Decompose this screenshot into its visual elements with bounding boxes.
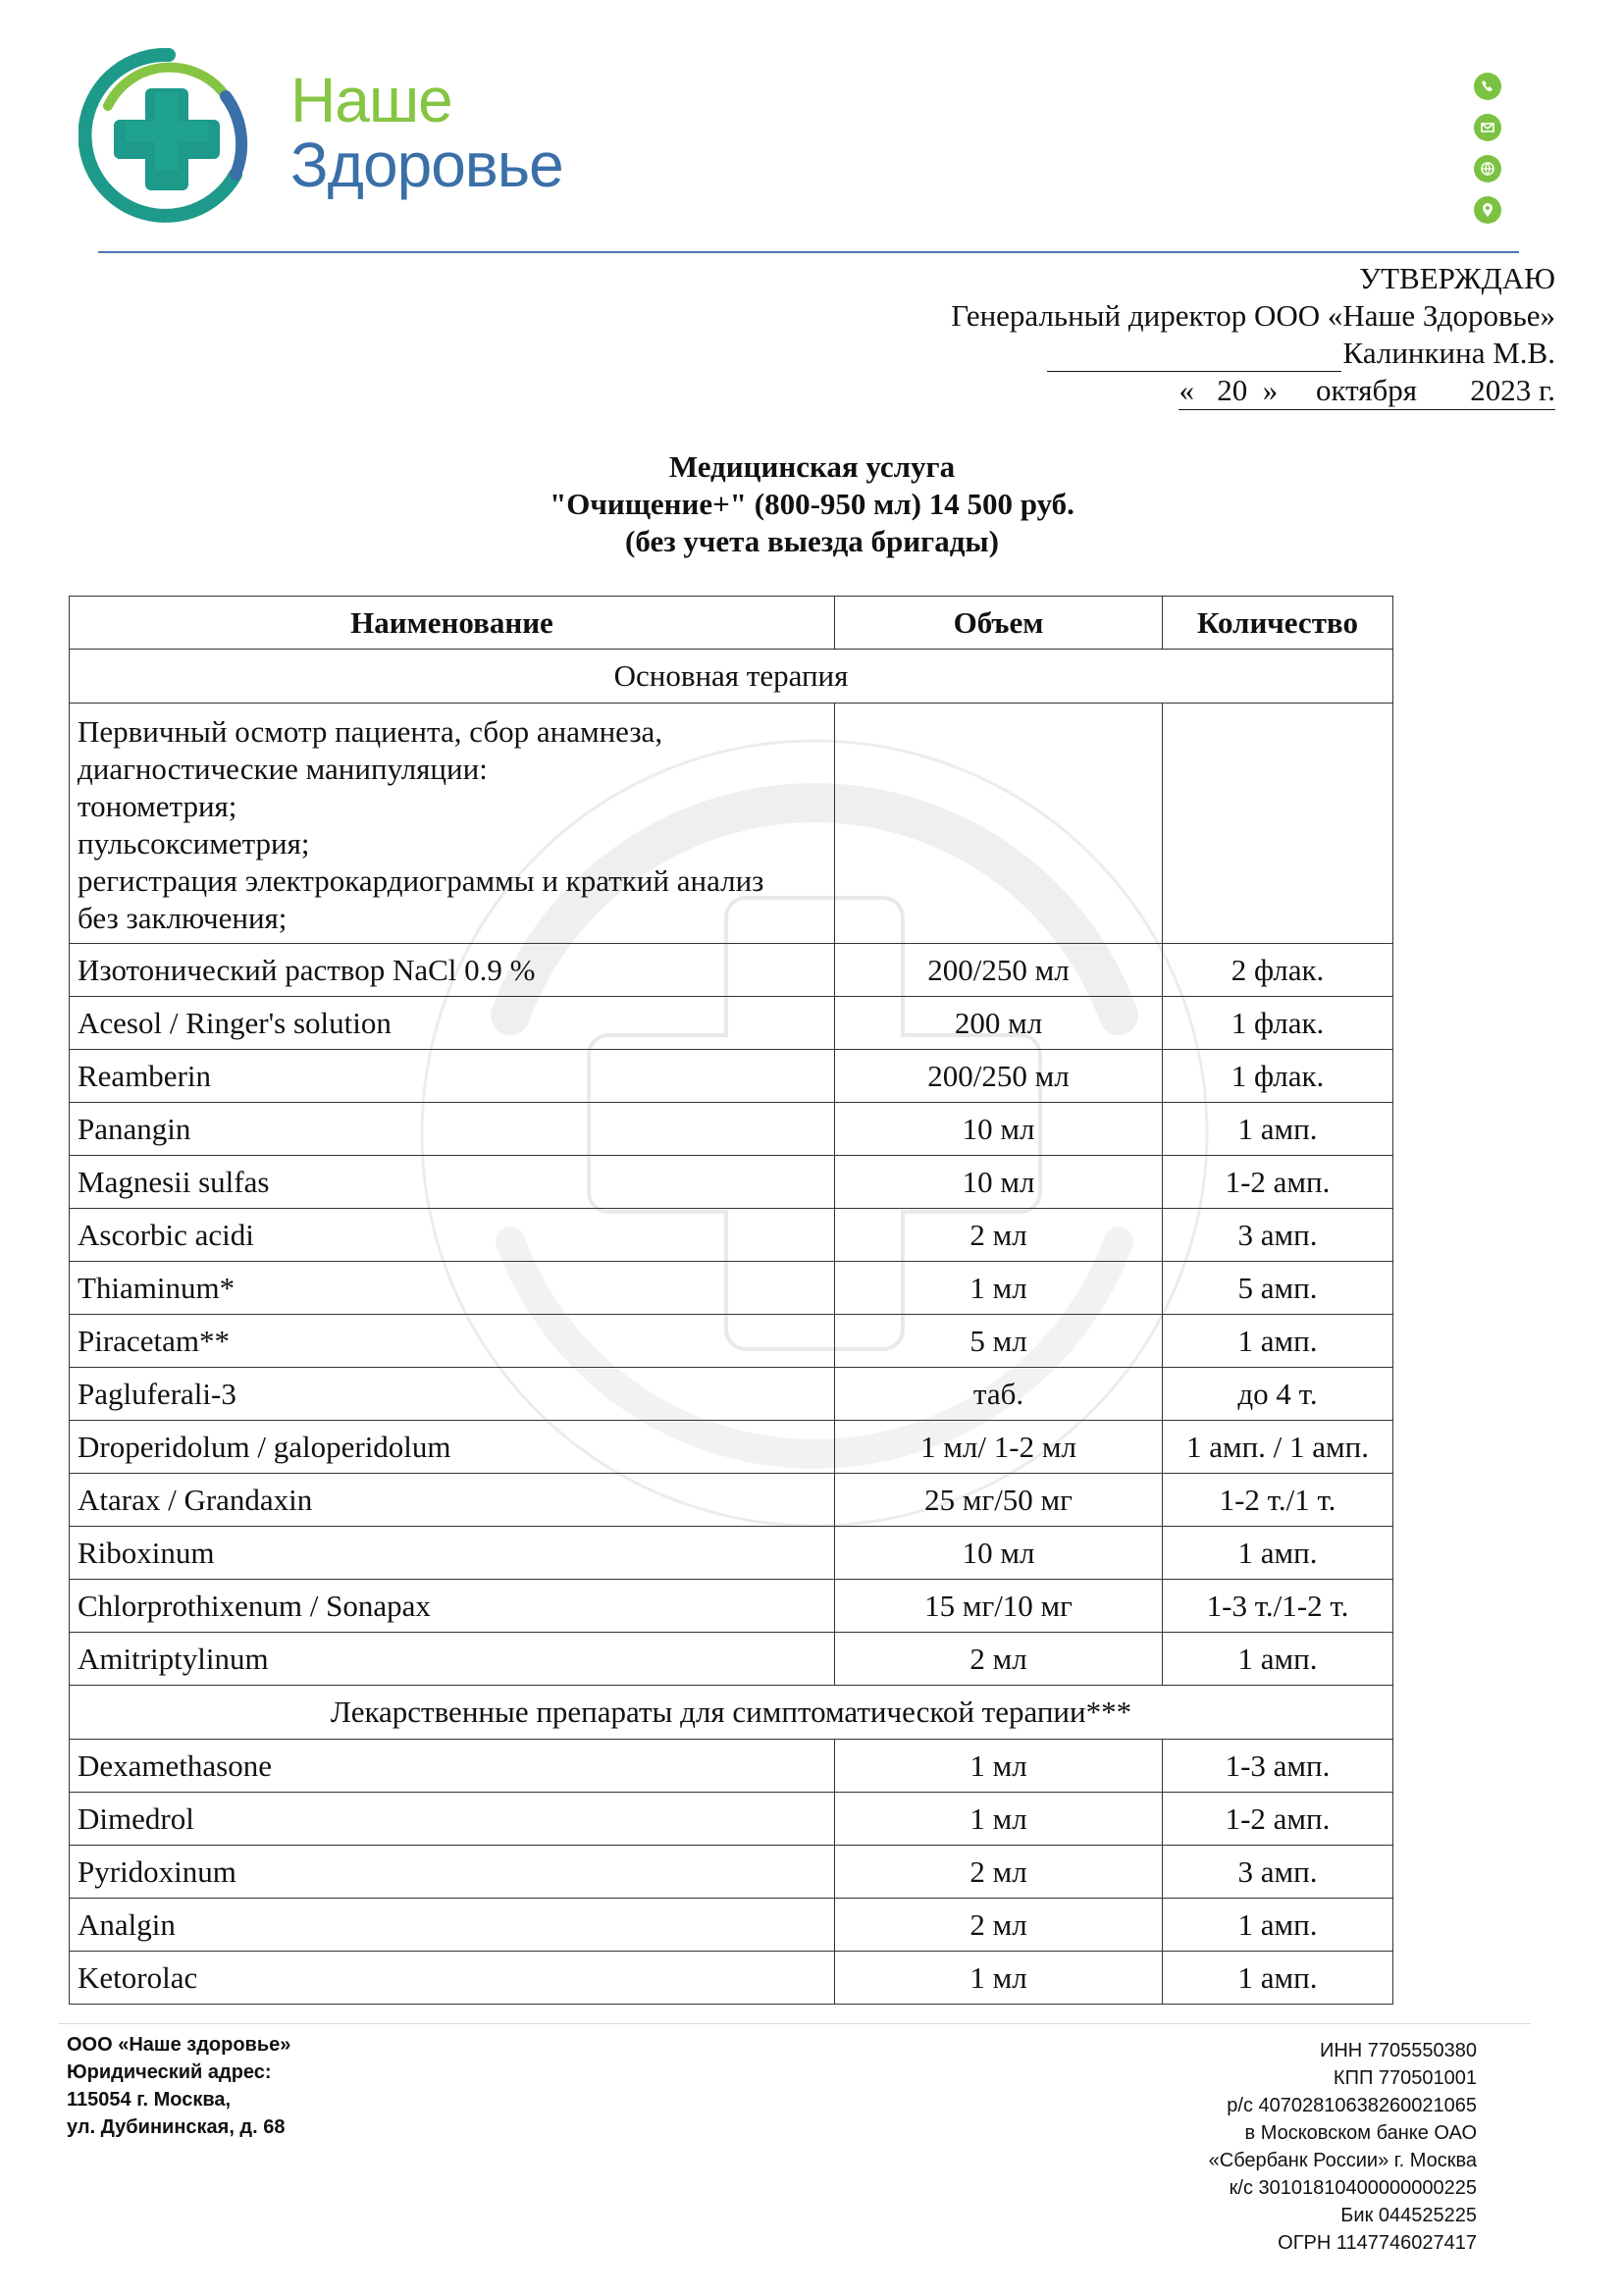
table-row (70, 1527, 1393, 1580)
row-name: Ascorbic acidi (70, 1209, 835, 1262)
brand-name-line1: Наше (290, 65, 452, 135)
table-row (70, 1103, 1393, 1156)
row-quantity: до 4 т. (1163, 1368, 1393, 1421)
row-volume: 15 мг/10 мг (835, 1580, 1163, 1633)
row-name: Thiaminum* (70, 1262, 835, 1315)
table-row (70, 1315, 1393, 1368)
services-table (69, 596, 1393, 2005)
row-name: Dimedrol (70, 1793, 835, 1846)
footer-bik: Бик 044525225 (1340, 2205, 1477, 2226)
brand-name-line2: Здоровье (290, 130, 563, 200)
row-quantity: 5 амп. (1163, 1262, 1393, 1315)
header-quantity: Количество (1163, 597, 1393, 650)
footer-bank-name: «Сбербанк России» г. Москва (1208, 2150, 1477, 2171)
footer-company (67, 2031, 290, 2141)
footer-address-city: 115054 г. Москва, (67, 2089, 232, 2111)
row-quantity: 3 амп. (1163, 1846, 1393, 1899)
header-volume: Объем (835, 597, 1163, 650)
row-name: Ketorolac (70, 1952, 835, 2005)
table-row (70, 1740, 1393, 1793)
exam-line: диагностические манипуляции: (78, 752, 488, 786)
exam-volume (835, 704, 1163, 944)
row-quantity: 1 амп. / 1 амп. (1163, 1421, 1393, 1474)
row-quantity: 1-3 амп. (1163, 1740, 1393, 1793)
header-name: Наименование (70, 597, 835, 650)
table-row (70, 1793, 1393, 1846)
section-main-therapy: Основная терапия (70, 650, 1393, 704)
approval-signature-line (951, 335, 1555, 372)
table-row (70, 1474, 1393, 1527)
row-quantity: 1 флак. (1163, 997, 1393, 1050)
row-volume: 1 мл (835, 1952, 1163, 2005)
row-volume: 1 мл (835, 1262, 1163, 1315)
row-volume: 2 мл (835, 1846, 1163, 1899)
footer-account: р/с 40702810638260021065 (1227, 2095, 1477, 2116)
row-name: Piracetam** (70, 1315, 835, 1368)
row-name: Изотонический раствор NaCl 0.9 % (70, 944, 835, 997)
footer-address-label: Юридический адрес: (67, 2061, 272, 2083)
row-volume: 2 мл (835, 1209, 1163, 1262)
row-volume: 200/250 мл (835, 944, 1163, 997)
exam-line: пульсоксиметрия; (78, 826, 310, 861)
exam-line: Первичный осмотр пациента, сбор анамнеза, (78, 714, 663, 749)
table-row (70, 1368, 1393, 1421)
section-row (70, 650, 1393, 704)
table-row (70, 1633, 1393, 1686)
signature-blank (1047, 341, 1341, 372)
logo-cross-icon (79, 47, 255, 224)
location-icon (1474, 196, 1501, 224)
row-quantity: 1-2 амп. (1163, 1793, 1393, 1846)
exam-line: без заключения; (78, 901, 288, 935)
row-name: Riboxinum (70, 1527, 835, 1580)
document-title (0, 448, 1624, 560)
footer-bank: в Московском банке ОАО (1244, 2122, 1477, 2144)
title-line2: "Очищение+" (800-950 мл) 14 500 руб. (550, 487, 1074, 521)
exam-line: регистрация электрокардиограммы и краткий анализ (78, 863, 764, 898)
row-quantity: 1 амп. (1163, 1899, 1393, 1952)
table-row (70, 1846, 1393, 1899)
exam-line: тонометрия; (78, 789, 237, 823)
row-volume: 25 мг/50 мг (835, 1474, 1163, 1527)
table-row-exam (70, 704, 1393, 944)
row-name: Pyridoxinum (70, 1846, 835, 1899)
row-volume: 5 мл (835, 1315, 1163, 1368)
row-volume: 10 мл (835, 1103, 1163, 1156)
row-name: Reamberin (70, 1050, 835, 1103)
row-name: Dexamethasone (70, 1740, 835, 1793)
title-line1: Медицинская услуга (668, 449, 956, 484)
footer-company-name: ООО «Наше здоровье» (67, 2034, 291, 2056)
row-name: Panangin (70, 1103, 835, 1156)
row-quantity: 3 амп. (1163, 1209, 1393, 1262)
row-name: Droperidolum / galoperidolum (70, 1421, 835, 1474)
table-row (70, 1209, 1393, 1262)
table-row (70, 1899, 1393, 1952)
row-volume: 200 мл (835, 997, 1163, 1050)
exam-description (70, 704, 835, 944)
approval-heading: УТВЕРЖДАЮ (1359, 261, 1555, 295)
row-volume: таб. (835, 1368, 1163, 1421)
table-row (70, 1421, 1393, 1474)
row-quantity: 1 амп. (1163, 1103, 1393, 1156)
row-quantity: 1 флак. (1163, 1050, 1393, 1103)
table-row (70, 997, 1393, 1050)
footer-kpp: КПП 770501001 (1333, 2067, 1477, 2089)
contact-icons (1474, 73, 1503, 237)
approval-date: « 20 » октября 2023 г. (1179, 372, 1555, 410)
approval-signer: Калинкина М.В. (1342, 336, 1555, 370)
row-name: Atarax / Grandaxin (70, 1474, 835, 1527)
row-quantity: 1 амп. (1163, 1633, 1393, 1686)
row-quantity: 1 амп. (1163, 1315, 1393, 1368)
row-volume: 1 мл/ 1-2 мл (835, 1421, 1163, 1474)
row-name: Amitriptylinum (70, 1633, 835, 1686)
approval-block (951, 260, 1555, 410)
row-name: Pagluferali-3 (70, 1368, 835, 1421)
row-name: Chlorprothixenum / Sonapax (70, 1580, 835, 1633)
footer-ogrn: ОГРН 1147746027417 (1278, 2232, 1477, 2254)
table-row (70, 1262, 1393, 1315)
mail-icon (1474, 114, 1501, 141)
footer-bank-details (1209, 2037, 1477, 2257)
row-volume: 1 мл (835, 1793, 1163, 1846)
table-header-row (70, 597, 1393, 650)
row-volume: 10 мл (835, 1527, 1163, 1580)
section-symptomatic-therapy: Лекарственные препараты для симптоматической терапии*** (70, 1686, 1393, 1740)
footer-corr-account: к/с 30101810400000000225 (1229, 2177, 1477, 2199)
row-volume: 1 мл (835, 1740, 1163, 1793)
title-line3: (без учета выезда бригады) (625, 524, 999, 558)
globe-icon (1474, 155, 1501, 183)
row-volume: 2 мл (835, 1899, 1163, 1952)
approval-position: Генеральный директор ООО «Наше Здоровье» (951, 298, 1555, 333)
footer-address-street: ул. Дубининская, д. 68 (67, 2116, 286, 2138)
row-name: Analgin (70, 1899, 835, 1952)
row-volume: 2 мл (835, 1633, 1163, 1686)
row-quantity: 1-2 т./1 т. (1163, 1474, 1393, 1527)
row-name: Acesol / Ringer's solution (70, 997, 835, 1050)
row-quantity: 1 амп. (1163, 1952, 1393, 2005)
row-quantity: 1 амп. (1163, 1527, 1393, 1580)
header-divider (98, 251, 1519, 253)
table-row (70, 1952, 1393, 2005)
row-quantity: 1-2 амп. (1163, 1156, 1393, 1209)
footer-divider (59, 2023, 1531, 2024)
row-name: Magnesii sulfas (70, 1156, 835, 1209)
table-row (70, 1050, 1393, 1103)
table-row (70, 944, 1393, 997)
row-quantity: 1-3 т./1-2 т. (1163, 1580, 1393, 1633)
section-row (70, 1686, 1393, 1740)
footer-inn: ИНН 7705550380 (1319, 2040, 1477, 2061)
table-row (70, 1580, 1393, 1633)
row-quantity: 2 флак. (1163, 944, 1393, 997)
exam-quantity (1163, 704, 1393, 944)
row-volume: 10 мл (835, 1156, 1163, 1209)
table-row (70, 1156, 1393, 1209)
phone-icon (1474, 73, 1501, 100)
row-volume: 200/250 мл (835, 1050, 1163, 1103)
